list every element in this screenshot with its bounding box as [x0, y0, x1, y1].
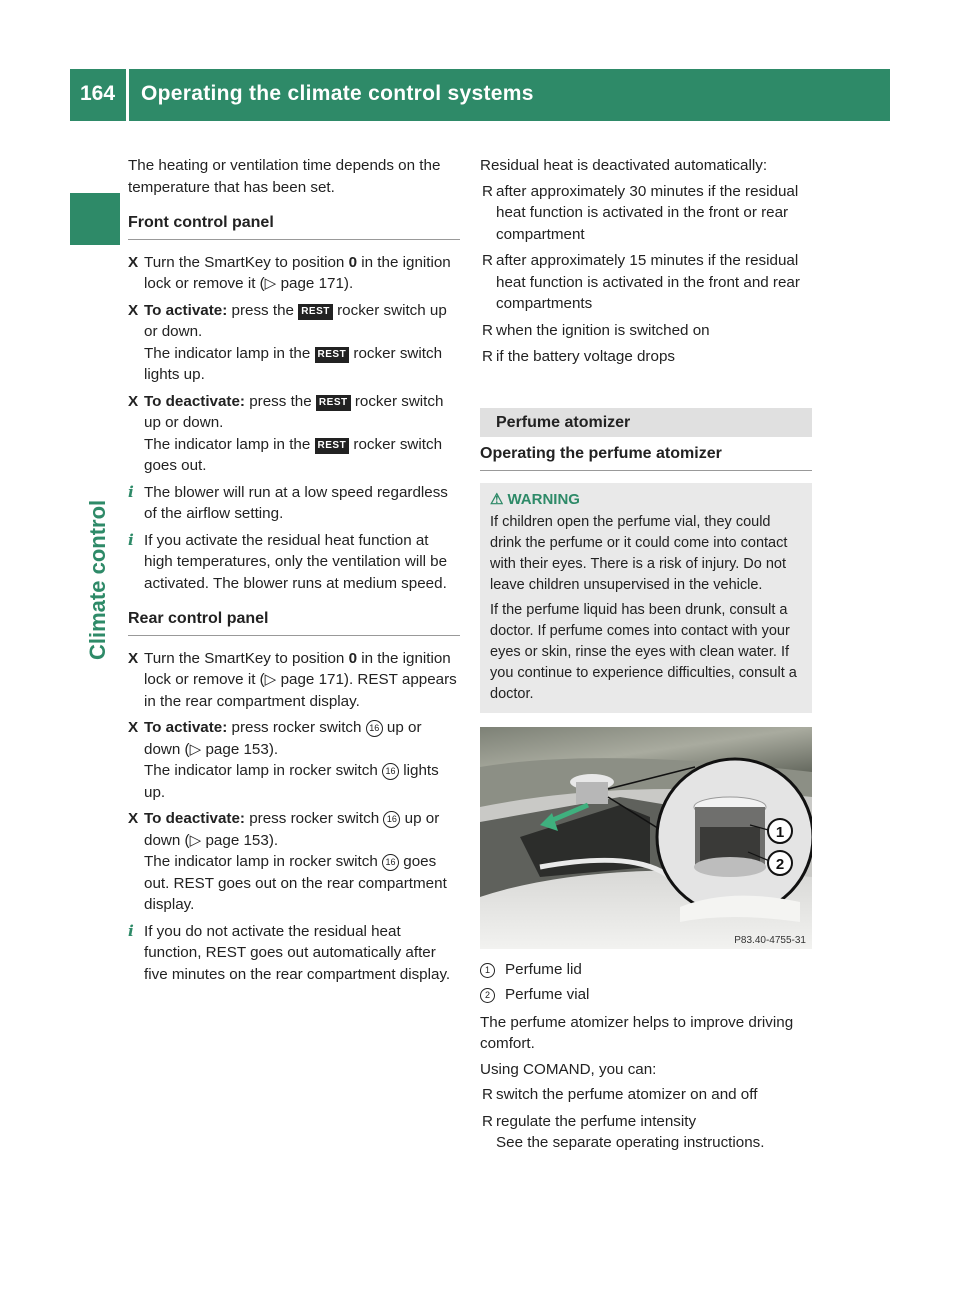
rocker-switch-number: 16	[383, 811, 400, 828]
rear-step-1: X Turn the SmartKey to position 0 in the ignition lock or remove it (▷ page 171). REST appears in the rear compartment display.	[128, 649, 457, 710]
legend-item-1: 1 Perfume lid	[480, 959, 812, 981]
side-tab-marker	[70, 193, 120, 245]
list-item: R when the ignition is switched on	[482, 321, 710, 339]
warning-box	[480, 483, 812, 713]
info-note-3: i If you do not activate the residual heat function, REST goes out automatically after five minutes on the rear compartment display.	[128, 921, 451, 983]
photo-callout-2: 2	[775, 855, 785, 873]
intro-text: The heating or ventilation time depends on the temperature that has been set.	[128, 157, 441, 196]
perfume-sub-heading: Operating the perfume atomizer	[480, 443, 812, 471]
atomizer-text-1: The perfume atomizer helps to improve driving comfort.	[480, 1013, 794, 1052]
left-column	[128, 155, 460, 990]
list-item: R after approximately 30 minutes if the residual heat function is activated in the front or rear compartment	[482, 182, 799, 243]
perfume-section-heading: Perfume atomizer	[480, 408, 812, 438]
step-arrow-icon: X	[128, 810, 139, 827]
atomizer-text-2: Using COMAND, you can:	[480, 1060, 657, 1078]
rest-key-icon: REST	[298, 304, 333, 320]
front-step-3: X To deactivate: press the REST rocker switch up or down. The indicator lamp in the REST rocker switch goes out.	[128, 392, 444, 474]
rocker-switch-number: 16	[382, 763, 399, 780]
step-arrow-icon: X	[128, 253, 139, 271]
front-step-1: X Turn the SmartKey to position 0 in the ignition lock or remove it (▷ page 171).	[128, 253, 451, 292]
closing-note: See the separate operating instructions.	[496, 1134, 765, 1151]
list-item: R after approximately 15 minutes if the residual heat function is activated in the front and rear compartments	[482, 252, 800, 312]
callout-number: 1	[480, 963, 495, 978]
info-note-2: i If you activate the residual heat function at high temperatures, only the ventilation will be activated. The blower runs at medium speed.	[128, 530, 448, 592]
info-icon: i	[128, 530, 134, 549]
rest-key-icon: REST	[315, 347, 350, 363]
header-divider	[126, 69, 129, 121]
residual-intro: Residual heat is deactivated automatically:	[480, 157, 768, 174]
step-arrow-icon: X	[128, 392, 139, 410]
warning-text-2: If the perfume liquid has been drunk, consult a doctor. If perfume comes into contact with your eyes or skin, rinse the eyes with clean water. If you continue to experience difficulties, consult a doctor.	[490, 601, 797, 702]
photo-legend	[480, 959, 812, 1006]
step-arrow-icon: X	[128, 649, 139, 667]
list-item: R regulate the perfume intensity See the separate operating instructions.	[482, 1112, 765, 1151]
perfume-atomizer-photo	[480, 727, 812, 949]
step-arrow-icon: X	[128, 301, 139, 319]
rear-step-3: X To deactivate: press rocker switch 16 up or down (▷ page 153). The indicator lamp in rocker switch 16 goes out. REST goes out on the rear compartment display.	[128, 810, 447, 913]
rocker-switch-number: 16	[382, 854, 399, 871]
warning-title: ⚠ WARNING	[490, 490, 580, 508]
rear-panel-heading: Rear control panel	[128, 608, 460, 636]
warning-text-1: If children open the perfume vial, they could drink the perfume or it could come into contact with their eyes. There is a risk of injury. Do not leave children unsupervised in the vehicle.	[490, 513, 788, 593]
info-icon: i	[128, 921, 134, 940]
list-item: R switch the perfume atomizer on and off	[482, 1086, 758, 1103]
rear-step-2: X To activate: press rocker switch 16 up or down (▷ page 153). The indicator lamp in rocker switch 16 lights up.	[128, 719, 439, 801]
front-panel-heading: Front control panel	[128, 212, 460, 240]
list-item: R if the battery voltage drops	[482, 348, 675, 365]
rest-key-icon: REST	[316, 395, 351, 411]
front-step-2: X To activate: press the REST rocker switch up or down. The indicator lamp in the REST rocker switch lights up.	[128, 301, 447, 383]
photo-code: P83.40-4755-31	[734, 934, 806, 946]
info-icon: i	[128, 482, 134, 501]
rest-key-icon: REST	[315, 438, 350, 454]
callout-number: 2	[480, 988, 495, 1003]
page-title: Operating the climate control systems	[141, 82, 534, 105]
step-arrow-icon: X	[128, 719, 139, 736]
side-tab-label: Climate control	[85, 499, 110, 660]
warning-triangle-icon: ⚠	[490, 490, 504, 508]
right-column	[480, 155, 812, 1159]
legend-item-2: 2 Perfume vial	[480, 984, 812, 1006]
rocker-switch-number: 16	[366, 720, 383, 737]
residual-bullet-list	[480, 181, 812, 368]
photo-callout-1: 1	[775, 823, 785, 841]
comand-bullet-list	[480, 1084, 812, 1154]
info-note-1: i The blower will run at a low speed regardless of the airflow setting.	[128, 482, 448, 522]
page-number: 164	[80, 82, 116, 105]
